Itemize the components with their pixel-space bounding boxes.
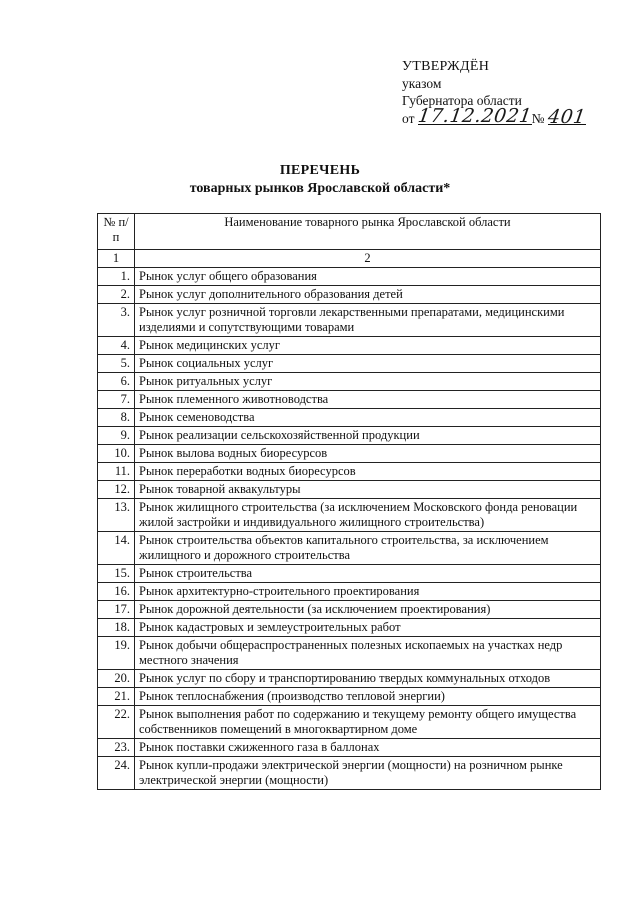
header-name: Наименование товарного рынка Ярославской области — [135, 214, 601, 250]
approval-block — [402, 58, 586, 127]
row-market-name: Рынок переработки водных биоресурсов — [135, 463, 601, 481]
date-prefix: от — [402, 111, 415, 126]
row-number: 24. — [98, 757, 135, 790]
number-slot — [546, 106, 588, 128]
row-number: 22. — [98, 706, 135, 739]
number-prefix: № — [531, 111, 545, 126]
table-row — [98, 739, 601, 757]
table-row — [98, 409, 601, 427]
column-number-1: 1 — [98, 250, 135, 268]
table-row — [98, 268, 601, 286]
row-market-name: Рынок строительства объектов капитального строительства, за исключением жилищного и дорожного строительства — [135, 532, 601, 565]
approval-date-line — [402, 105, 588, 128]
row-number: 20. — [98, 670, 135, 688]
row-number: 11. — [98, 463, 135, 481]
row-market-name: Рынок социальных услуг — [135, 355, 601, 373]
row-number: 19. — [98, 637, 135, 670]
table-row — [98, 619, 601, 637]
row-market-name: Рынок услуг дополнительного образования детей — [135, 286, 601, 304]
table-row — [98, 637, 601, 670]
markets-table — [97, 213, 601, 790]
row-market-name: Рынок реализации сельскохозяйственной продукции — [135, 427, 601, 445]
row-number: 12. — [98, 481, 135, 499]
row-number: 13. — [98, 499, 135, 532]
row-number: 6. — [98, 373, 135, 391]
handwritten-number: 401 — [546, 106, 588, 128]
approval-line-governor: Губернатора области — [402, 93, 522, 108]
row-number: 5. — [98, 355, 135, 373]
row-market-name: Рынок выполнения работ по содержанию и текущему ремонту общего имущества собственников помещений в многоквартирном доме — [135, 706, 601, 739]
row-market-name: Рынок дорожной деятельности (за исключением проектирования) — [135, 601, 601, 619]
table-row — [98, 670, 601, 688]
row-market-name: Рынок семеноводства — [135, 409, 601, 427]
table-row — [98, 445, 601, 463]
handwritten-date: 17.12.2021 — [416, 105, 534, 127]
row-number: 18. — [98, 619, 135, 637]
row-market-name: Рынок вылова водных биоресурсов — [135, 445, 601, 463]
table-row — [98, 427, 601, 445]
row-market-name: Рынок медицинских услуг — [135, 337, 601, 355]
document-title: ПЕРЕЧЕНЬ — [279, 163, 361, 178]
row-number: 9. — [98, 427, 135, 445]
table-row — [98, 304, 601, 337]
document-heading — [0, 162, 640, 198]
row-number: 7. — [98, 391, 135, 409]
table-row — [98, 757, 601, 790]
row-market-name: Рынок кадастровых и землеустроительных работ — [135, 619, 601, 637]
date-slot — [416, 105, 534, 127]
row-number: 16. — [98, 583, 135, 601]
row-number: 8. — [98, 409, 135, 427]
row-market-name: Рынок архитектурно-строительного проектирования — [135, 583, 601, 601]
row-number: 2. — [98, 286, 135, 304]
row-market-name: Рынок жилищного строительства (за исключением Московского фонда реновации жилой застройки и индивидуального жилищного строительства) — [135, 499, 601, 532]
table-row — [98, 706, 601, 739]
row-market-name: Рынок добычи общераспространенных полезных ископаемых на участках недр местного значения — [135, 637, 601, 670]
row-number: 15. — [98, 565, 135, 583]
row-number: 1. — [98, 268, 135, 286]
table-row — [98, 688, 601, 706]
row-number: 10. — [98, 445, 135, 463]
column-number-2: 2 — [135, 250, 601, 268]
document-subtitle: товарных рынков Ярославской области* — [189, 181, 451, 196]
table-row — [98, 601, 601, 619]
row-number: 23. — [98, 739, 135, 757]
row-number: 4. — [98, 337, 135, 355]
row-number: 3. — [98, 304, 135, 337]
table-row — [98, 481, 601, 499]
row-market-name: Рынок ритуальных услуг — [135, 373, 601, 391]
row-market-name: Рынок услуг общего образования — [135, 268, 601, 286]
table-row — [98, 532, 601, 565]
row-market-name: Рынок услуг по сбору и транспортированию твердых коммунальных отходов — [135, 670, 601, 688]
table-row — [98, 583, 601, 601]
table-row — [98, 499, 601, 532]
row-market-name: Рынок купли-продажи электрической энергии (мощности) на розничном рынке электрической энергии (мощности) — [135, 757, 601, 790]
approval-line-decree: указом — [402, 76, 442, 91]
row-market-name: Рынок товарной аквакультуры — [135, 481, 601, 499]
row-market-name: Рынок поставки сжиженного газа в баллонах — [135, 739, 601, 757]
table-row — [98, 355, 601, 373]
table-row — [98, 463, 601, 481]
table-row — [98, 337, 601, 355]
header-number: № п/п — [98, 214, 135, 250]
row-market-name: Рынок племенного животноводства — [135, 391, 601, 409]
row-market-name: Рынок теплоснабжения (производство тепловой энергии) — [135, 688, 601, 706]
row-number: 21. — [98, 688, 135, 706]
table-header-row — [98, 214, 601, 250]
table-row — [98, 286, 601, 304]
row-number: 14. — [98, 532, 135, 565]
table-row — [98, 391, 601, 409]
row-market-name: Рынок услуг розничной торговли лекарственными препаратами, медицинскими изделиями и сопутствующими товарами — [135, 304, 601, 337]
table-row — [98, 565, 601, 583]
approval-title: УТВЕРЖДЁН — [402, 59, 490, 74]
row-number: 17. — [98, 601, 135, 619]
column-number-row — [98, 250, 601, 268]
row-market-name: Рынок строительства — [135, 565, 601, 583]
table-row — [98, 373, 601, 391]
